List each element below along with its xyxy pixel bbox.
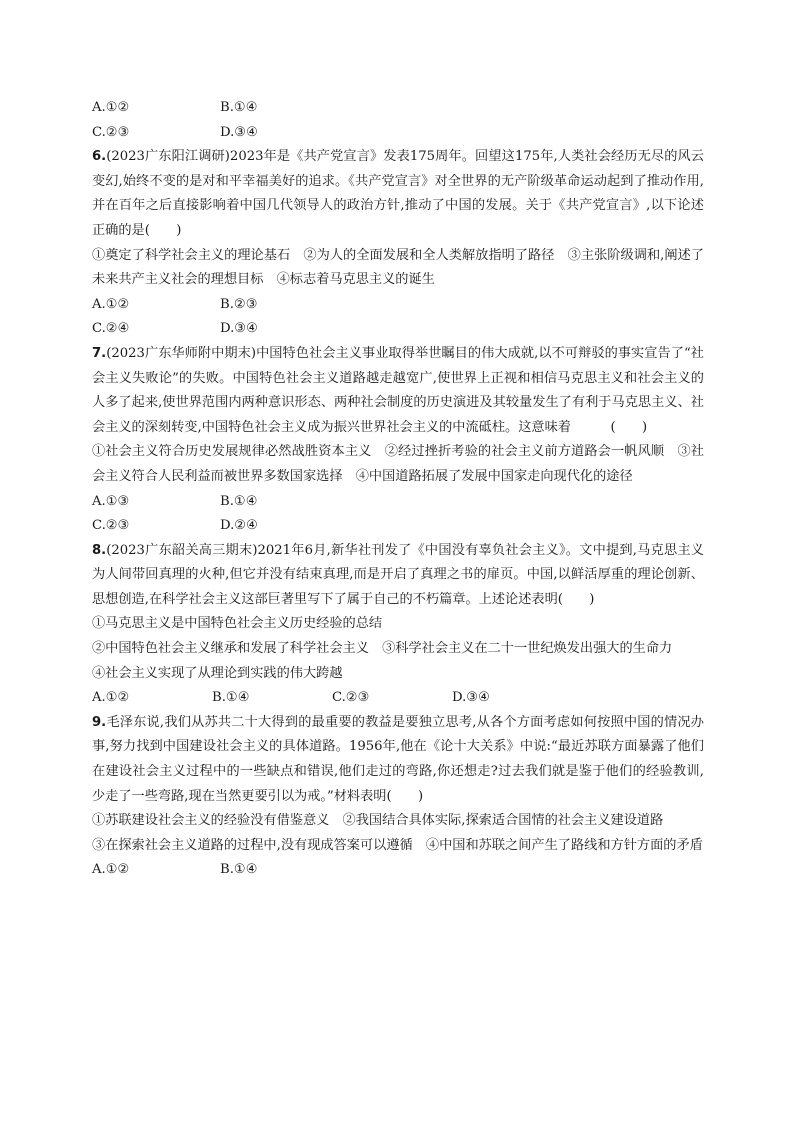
q8-option-a: A.①② bbox=[92, 690, 130, 706]
q7-options-row1 bbox=[92, 490, 704, 515]
q6-options-row1 bbox=[92, 293, 704, 318]
q9-statement-1: ①苏联建设社会主义的经验没有借鉴意义 ②我国结合具体实际,探索适合国情的社会主义建设道路 bbox=[92, 813, 664, 829]
q6-option-a: A.①② bbox=[92, 296, 130, 312]
q6-stem bbox=[92, 145, 704, 243]
q7-number: 7. bbox=[92, 345, 107, 361]
q7-option-d: D.②④ bbox=[220, 518, 258, 534]
q6-options-row2 bbox=[92, 317, 704, 342]
q8-stem-text: (2023广东韶关高三期末)2021年6月,新华社刊发了《中国没有辜负社会主义》。文中提到,马克思主义为人间带回真理的火种,但它并没有结束真理,而是开启了真理之书的扉页。中国,以鲜活厚重的理论创新、思想创造,在科学社会主义这部巨著里写下了属于自己的不朽篇章。上述论述表明( ) bbox=[92, 542, 704, 607]
q9-option-b: B.①④ bbox=[220, 862, 258, 878]
q9-stem-text: 毛泽东说,我们从苏共二十大得到的最重要的教益是要独立思考,从各个方面考虑如何按照中国的情况办事,努力找到中国建设社会主义的具体道路。1956年,他在《论十大关系》中说:“最近苏联方面暴露了他们在建设社会主义过程中的一些缺点和错误,他们走过的弯路,你还想走?过去我们就是鉴于他们的经验教训,少走了一些弯路,现在当然更要引以为戒。”材料表明( ) bbox=[92, 714, 704, 804]
q5-option-d: D.③④ bbox=[220, 124, 258, 140]
q7-statements: ①社会主义符合历史发展规律必然战胜资本主义 ②经过挫折考验的社会主义前方道路会一帆风顺 ③社会主义符合人民利益而被世界多数国家选择 ④中国道路拓展了发展中国家走向现代化的途径 bbox=[92, 444, 704, 484]
q9-number: 9. bbox=[92, 714, 107, 730]
q8-stem bbox=[92, 539, 704, 613]
q6-stem-text: (2023广东阳江调研)2023年是《共产党宣言》发表175周年。回望这175年,人类社会经历无尽的风云变幻,始终不变的是对和平幸福美好的追求。《共产党宣言》对全世界的无产阶级革命运动起到了推动作用,并在百年之后直接影响着中国几代领导人的政治方针,推动了中国的发展。关于《共产党宣言》,以下论述正确的是( ) bbox=[92, 149, 704, 238]
q7-option-c: C.②③ bbox=[92, 518, 130, 534]
q9-stem bbox=[92, 711, 704, 809]
q9-statement-2: ③在探索社会主义道路的过程中,没有现成答案可以遵循 ④中国和苏联之间产生了路线和方针方面的矛盾 bbox=[92, 837, 703, 853]
q6-number: 6. bbox=[92, 149, 107, 165]
q5-options-row1 bbox=[92, 96, 704, 121]
q5-options-row2 bbox=[92, 121, 704, 146]
q6-option-c: C.②④ bbox=[92, 321, 130, 337]
q7-option-b: B.①④ bbox=[220, 493, 258, 509]
q5-option-b: B.①④ bbox=[220, 100, 258, 115]
q8-statement-1: ①马克思主义是中国特色社会主义历史经验的总结 bbox=[92, 616, 383, 632]
q9-option-a: A.①② bbox=[92, 862, 130, 878]
q7-options-row2 bbox=[92, 514, 704, 539]
q6-statements: ①奠定了科学社会主义的理论基石 ②为人的全面发展和全人类解放指明了路径 ③主张阶级调和,阐述了未来共产主义社会的理想目标 ④标志着马克思主义的诞生 bbox=[92, 247, 704, 288]
q8-option-c: C.②③ bbox=[332, 690, 370, 706]
q8-options-row bbox=[92, 686, 704, 711]
q8-statement-2: ②中国特色社会主义继承和发展了科学社会主义 ③科学社会主义在二十一世纪焕发出强大的生命力 bbox=[92, 641, 673, 657]
q7-stem bbox=[92, 342, 704, 440]
q6-option-b: B.②③ bbox=[220, 296, 258, 312]
q7-stem-text: (2023广东华师附中期末)中国特色社会主义事业取得举世瞩目的伟大成就,以不可辩驳的事实宣告了“社会主义失败论”的失败。中国特色社会主义道路越走越宽广,使世界上正视和相信马克思主义和社会主义的人多了起来,使世界范围内两种意识形态、两种社会制度的历史演进及其较量发生了有利于马克思主义、社会主义的深刻转变,中国特色社会主义成为振兴世界社会主义的中流砥柱。这意味着 ( ) bbox=[92, 345, 704, 435]
q8-number: 8. bbox=[92, 542, 107, 558]
q8-statement-3: ④社会主义实现了从理论到实践的伟大跨越 bbox=[92, 665, 343, 681]
exam-page bbox=[92, 96, 704, 883]
q9-options-row1 bbox=[92, 858, 704, 883]
q8-option-d: D.③④ bbox=[452, 690, 490, 706]
q8-option-b: B.①④ bbox=[212, 690, 250, 706]
q5-option-c: C.②③ bbox=[92, 124, 130, 140]
q7-option-a: A.①③ bbox=[92, 493, 130, 509]
q5-option-a: A.①② bbox=[92, 100, 130, 115]
q6-option-d: D.③④ bbox=[220, 321, 258, 337]
